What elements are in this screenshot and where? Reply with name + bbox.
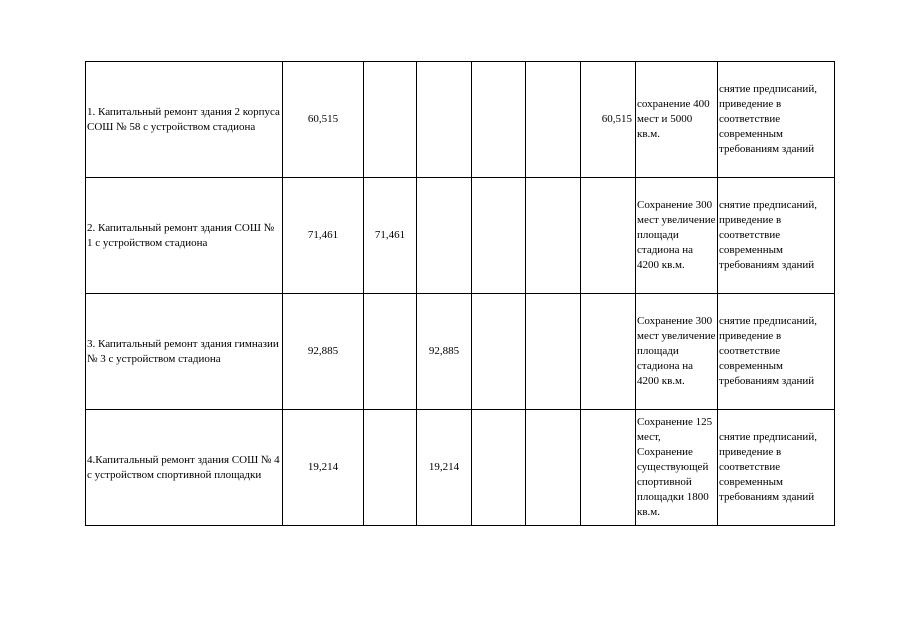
justification: снятие предписаний, приведение в соответствие современным требованиям зданий <box>718 294 835 410</box>
table-row <box>86 62 835 178</box>
year-amount <box>472 410 526 526</box>
year-amount <box>472 294 526 410</box>
year-amount <box>581 410 636 526</box>
expected-result: сохранение 400 мест и 5000 кв.м. <box>636 62 718 178</box>
year-amount <box>364 62 417 178</box>
table-row <box>86 294 835 410</box>
year-amount: 92,885 <box>417 294 472 410</box>
project-description: 4.Капитальный ремонт здания СОШ № 4 с устройством спортивной площадки <box>86 410 283 526</box>
year-amount <box>364 410 417 526</box>
total-amount: 19,214 <box>283 410 364 526</box>
expected-result: Сохранение 300 мест увеличение площади стадиона на 4200 кв.м. <box>636 178 718 294</box>
year-amount <box>526 62 581 178</box>
year-amount <box>472 62 526 178</box>
justification: снятие предписаний, приведение в соответствие современным требованиям зданий <box>718 178 835 294</box>
year-amount <box>417 178 472 294</box>
year-amount <box>472 178 526 294</box>
project-description: 2. Капитальный ремонт здания СОШ № 1 с устройством стадиона <box>86 178 283 294</box>
table-row <box>86 410 835 526</box>
total-amount: 60,515 <box>283 62 364 178</box>
year-amount <box>526 178 581 294</box>
year-amount: 19,214 <box>417 410 472 526</box>
expected-result: Сохранение 300 мест увеличение площади стадиона на 4200 кв.м. <box>636 294 718 410</box>
year-amount: 71,461 <box>364 178 417 294</box>
year-amount <box>364 294 417 410</box>
year-amount <box>581 294 636 410</box>
table-row <box>86 178 835 294</box>
total-amount: 71,461 <box>283 178 364 294</box>
project-description: 1. Капитальный ремонт здания 2 корпуса СОШ № 58 с устройством стадиона <box>86 62 283 178</box>
year-amount: 60,515 <box>581 62 636 178</box>
year-amount <box>581 178 636 294</box>
justification: снятие предписаний, приведение в соответствие современным требованиям зданий <box>718 410 835 526</box>
year-amount <box>417 62 472 178</box>
project-description: 3. Капитальный ремонт здания гимназии № 3 с устройством стадиона <box>86 294 283 410</box>
program-table <box>85 61 835 526</box>
justification: снятие предписаний, приведение в соответствие современным требованиям зданий <box>718 62 835 178</box>
total-amount: 92,885 <box>283 294 364 410</box>
year-amount <box>526 294 581 410</box>
expected-result: Сохранение 125 мест, Сохранение существующей спортивной площадки 1800 кв.м. <box>636 410 718 526</box>
year-amount <box>526 410 581 526</box>
